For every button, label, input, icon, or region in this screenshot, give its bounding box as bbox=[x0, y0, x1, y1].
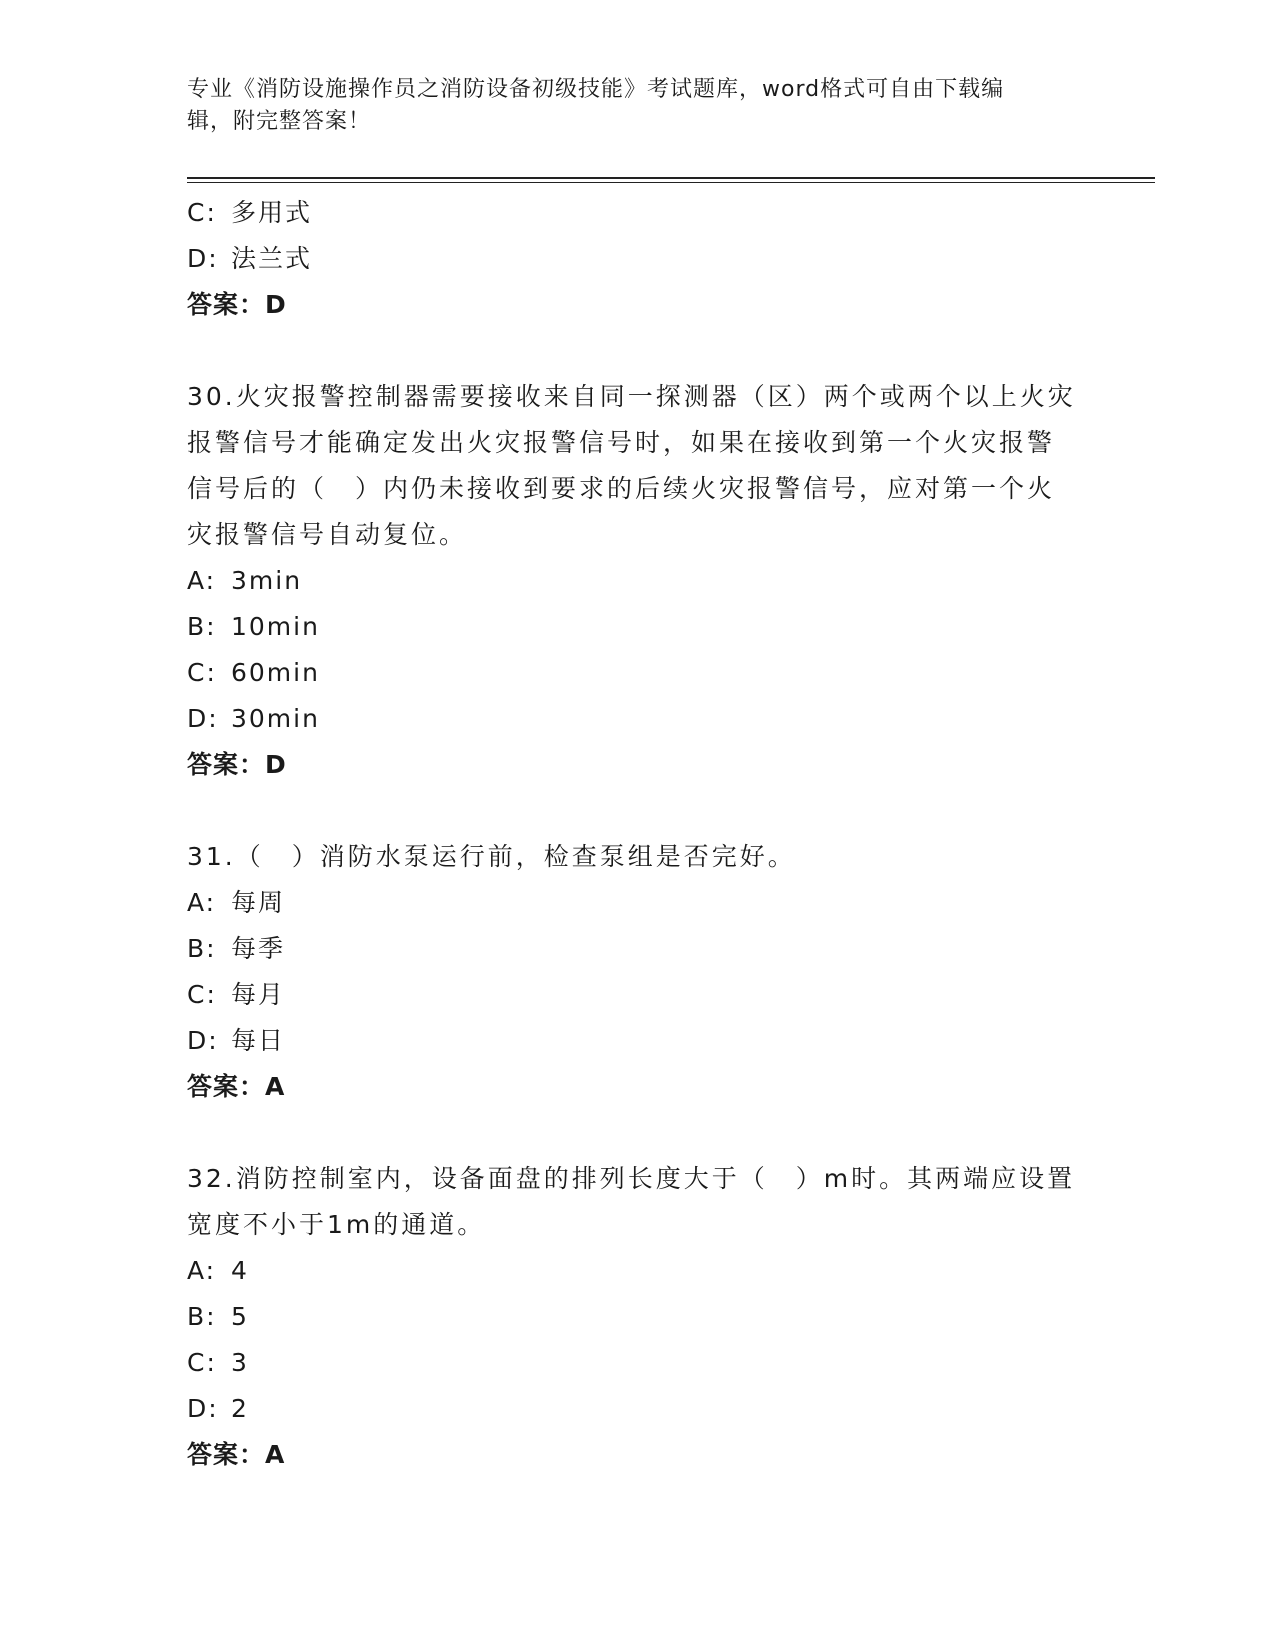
answer-line: 答案：D bbox=[187, 290, 287, 319]
option-c bbox=[187, 1340, 1077, 1386]
question-29-tail bbox=[187, 190, 1077, 328]
question-stem: 31.（ ）消防水泵运行前，检查泵组是否完好。 bbox=[187, 842, 796, 871]
option-letter: D: bbox=[187, 244, 219, 273]
option-letter: A: bbox=[187, 888, 217, 917]
option-letter: A: bbox=[187, 1256, 217, 1285]
answer-line: 答案：A bbox=[187, 1440, 286, 1469]
option-letter: C: bbox=[187, 1348, 217, 1377]
option-letter: B: bbox=[187, 612, 217, 641]
option-text: 4 bbox=[231, 1256, 249, 1285]
option-text: 每日 bbox=[231, 1026, 286, 1055]
option-d bbox=[187, 696, 1077, 742]
option-letter: B: bbox=[187, 1302, 217, 1331]
question-list bbox=[187, 190, 1077, 1478]
document-header bbox=[187, 74, 1067, 138]
option-a bbox=[187, 558, 1077, 604]
question-30 bbox=[187, 374, 1077, 788]
option-d bbox=[187, 1018, 1077, 1064]
option-letter: C: bbox=[187, 198, 217, 227]
option-text: 2 bbox=[231, 1394, 249, 1423]
option-text: 每月 bbox=[231, 980, 286, 1009]
spacer bbox=[187, 328, 1077, 374]
option-d bbox=[187, 236, 1077, 282]
option-letter: D: bbox=[187, 1026, 219, 1055]
option-letter: C: bbox=[187, 980, 217, 1009]
option-text: 3 bbox=[231, 1348, 249, 1377]
option-b bbox=[187, 1294, 1077, 1340]
answer-line: 答案：A bbox=[187, 1072, 286, 1101]
option-text: 30min bbox=[231, 704, 320, 733]
question-31 bbox=[187, 834, 1077, 1110]
option-letter: B: bbox=[187, 934, 217, 963]
header-line-2: 辑，附完整答案！ bbox=[187, 109, 372, 134]
option-c bbox=[187, 190, 1077, 236]
option-text: 5 bbox=[231, 1302, 249, 1331]
option-text: 每周 bbox=[231, 888, 286, 917]
option-letter: C: bbox=[187, 658, 217, 687]
question-stem: 30.火灾报警控制器需要接收来自同一探测器（区）两个或两个以上火灾报警信号才能确定发出火灾报警信号时，如果在接收到第一个火灾报警信号后的（ ）内仍未接收到要求的后续火灾报警信号，应对第一个火灾报警信号自动复位。 bbox=[187, 382, 1076, 549]
header-divider-thick bbox=[187, 177, 1155, 179]
option-a bbox=[187, 1248, 1077, 1294]
option-text: 法兰式 bbox=[231, 244, 313, 273]
question-32 bbox=[187, 1156, 1077, 1478]
option-c bbox=[187, 650, 1077, 696]
option-a bbox=[187, 880, 1077, 926]
option-text: 60min bbox=[231, 658, 320, 687]
option-letter: D: bbox=[187, 704, 219, 733]
question-stem: 32.消防控制室内，设备面盘的排列长度大于（ ）m时。其两端应设置宽度不小于1m的通道。 bbox=[187, 1164, 1076, 1239]
option-b bbox=[187, 926, 1077, 972]
option-text: 每季 bbox=[231, 934, 286, 963]
spacer bbox=[187, 788, 1077, 834]
option-letter: D: bbox=[187, 1394, 219, 1423]
option-text: 3min bbox=[231, 566, 303, 595]
option-d bbox=[187, 1386, 1077, 1432]
option-letter: A: bbox=[187, 566, 217, 595]
spacer bbox=[187, 1110, 1077, 1156]
answer-line: 答案：D bbox=[187, 750, 287, 779]
option-text: 10min bbox=[231, 612, 320, 641]
header-line-1: 专业《消防设施操作员之消防设备初级技能》考试题库，word格式可自由下载编 bbox=[187, 77, 1005, 102]
header-divider-thin bbox=[187, 182, 1155, 183]
option-c bbox=[187, 972, 1077, 1018]
option-text: 多用式 bbox=[231, 198, 313, 227]
option-b bbox=[187, 604, 1077, 650]
